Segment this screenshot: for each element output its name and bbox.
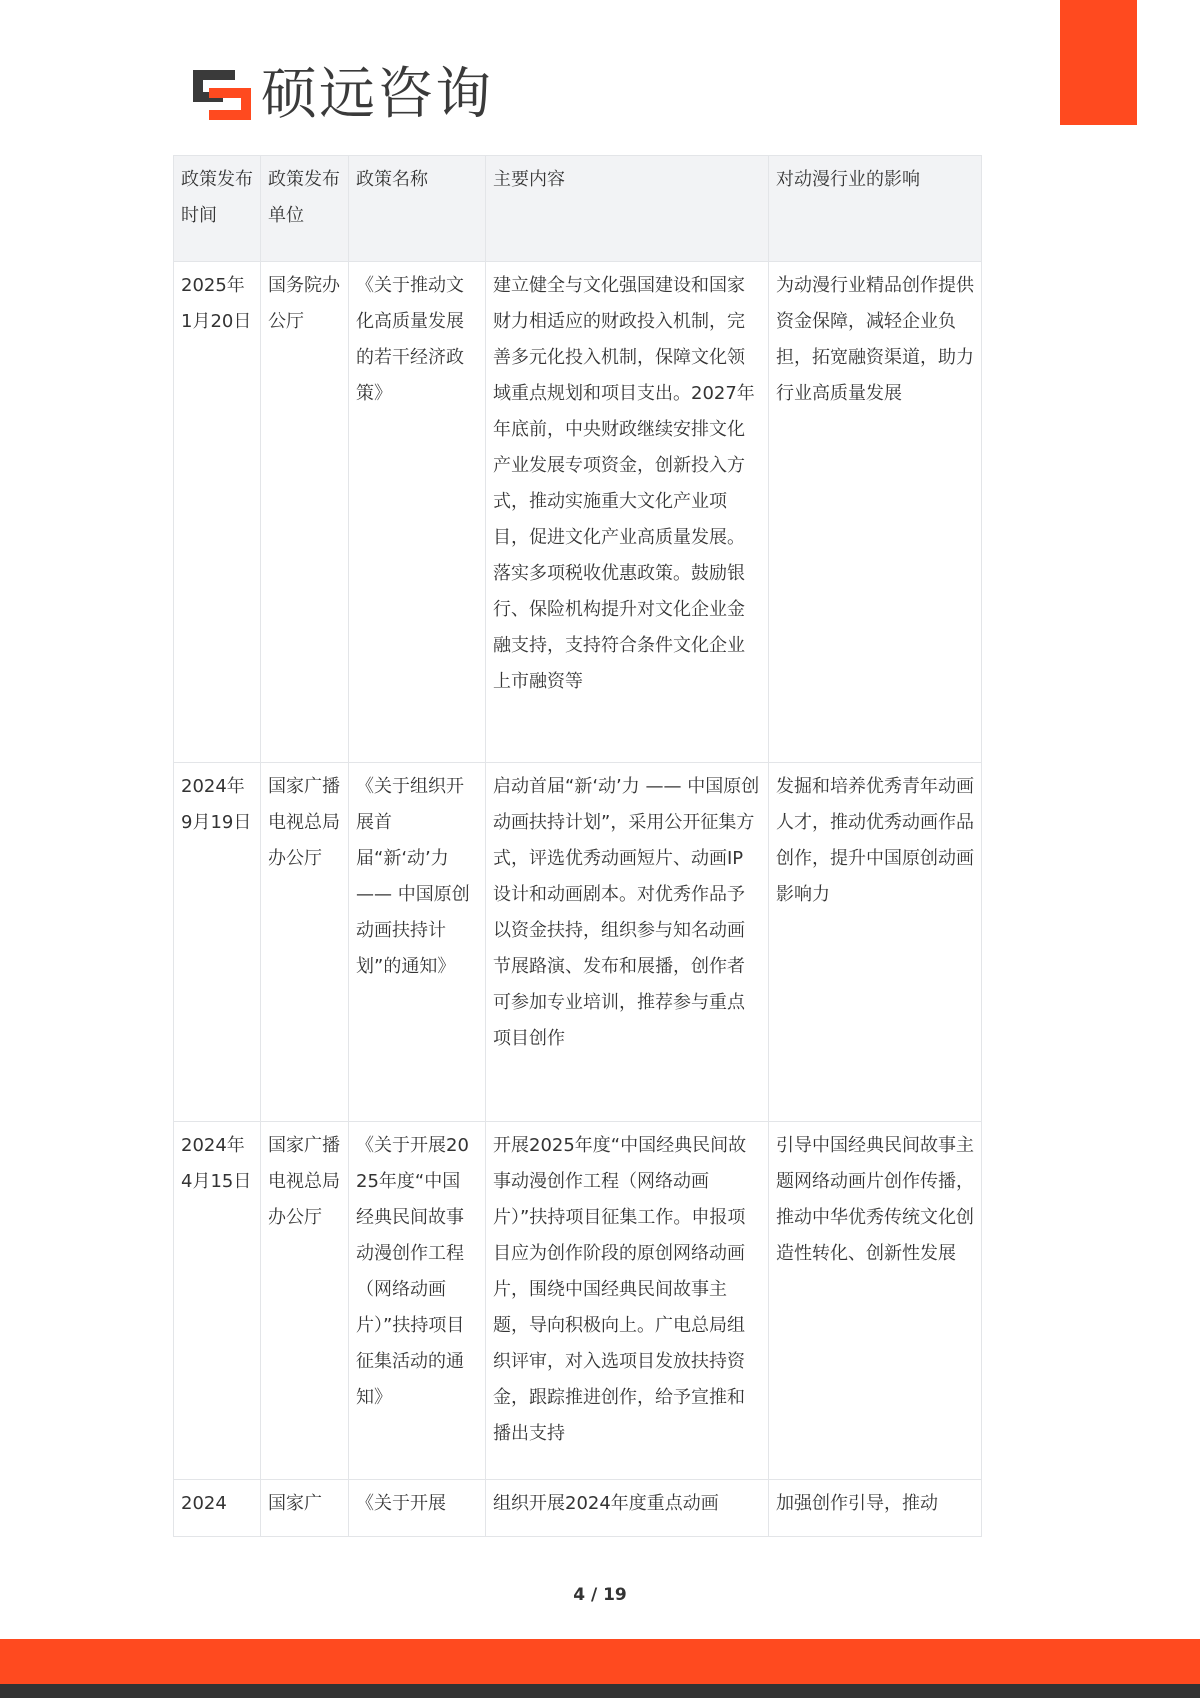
header-policy-name: 政策名称 bbox=[349, 156, 486, 262]
cell-policy-name: 《关于组织开展首届“新‘动’力 —— 中国原创动画扶持计划”的通知》 bbox=[349, 763, 486, 1122]
brand-logo bbox=[193, 62, 493, 128]
cell-issuer: 国家广播电视总局办公厅 bbox=[261, 1122, 349, 1480]
footer-dark-strip bbox=[0, 1684, 1200, 1698]
header-date: 政策发布时间 bbox=[174, 156, 261, 262]
cell-content: 启动首届“新‘动’力 —— 中国原创动画扶持计划”，采用公开征集方式，评选优秀动画短片、动画IP设计和动画剧本。对优秀作品予以资金扶持，组织参与知名动画节展路演、发布和展播，创作者可参加专业培训，推荐参与重点项目创作 bbox=[486, 763, 769, 1122]
cell-content: 开展2025年度“中国经典民间故事动漫创作工程（网络动画片）”扶持项目征集工作。申报项目应为创作阶段的原创网络动画片，围绕中国经典民间故事主题，导向积极向上。广电总局组织评审，对入选项目发放扶持资金，跟踪推进创作，给予宣推和播出支持 bbox=[486, 1122, 769, 1480]
table-row bbox=[174, 1480, 982, 1537]
cell-date: 2024年9月19日 bbox=[174, 763, 261, 1122]
table-header-row bbox=[174, 156, 982, 262]
cell-date: 2024 bbox=[174, 1480, 261, 1537]
cell-issuer: 国务院办公厅 bbox=[261, 262, 349, 763]
cell-content: 建立健全与文化强国建设和国家财力相适应的财政投入机制，完善多元化投入机制，保障文化领域重点规划和项目支出。2027年年底前，中央财政继续安排文化产业发展专项资金，创新投入方式，推动实施重大文化产业项目，促进文化产业高质量发展。落实多项税收优惠政策。鼓励银行、保险机构提升对文化企业金融支持，支持符合条件文化企业上市融资等 bbox=[486, 262, 769, 763]
cell-date: 2025年1月20日 bbox=[174, 262, 261, 763]
cell-impact: 为动漫行业精品创作提供资金保障，减轻企业负担，拓宽融资渠道，助力行业高质量发展 bbox=[769, 262, 982, 763]
cell-policy-name: 《关于开展2025年度“中国经典民间故事动漫创作工程（网络动画片）”扶持项目征集活动的通知》 bbox=[349, 1122, 486, 1480]
cell-issuer: 国家广播电视总局办公厅 bbox=[261, 763, 349, 1122]
corner-accent-block bbox=[1060, 0, 1137, 125]
table-row bbox=[174, 1122, 982, 1480]
cell-policy-name: 《关于开展 bbox=[349, 1480, 486, 1537]
cell-content: 组织开展2024年度重点动画 bbox=[486, 1480, 769, 1537]
cell-impact: 加强创作引导，推动 bbox=[769, 1480, 982, 1537]
cell-policy-name: 《关于推动文化高质量发展的若干经济政策》 bbox=[349, 262, 486, 763]
policy-table bbox=[173, 155, 982, 1537]
header-content: 主要内容 bbox=[486, 156, 769, 262]
header-issuer: 政策发布单位 bbox=[261, 156, 349, 262]
table-row bbox=[174, 262, 982, 763]
logo-mark-icon bbox=[193, 70, 251, 120]
cell-date: 2024年4月15日 bbox=[174, 1122, 261, 1480]
cell-impact: 发掘和培养优秀青年动画人才，推动优秀动画作品创作，提升中国原创动画影响力 bbox=[769, 763, 982, 1122]
brand-name: 硕远咨询 bbox=[261, 62, 493, 127]
footer-accent-band bbox=[0, 1639, 1200, 1684]
cell-issuer: 国家广 bbox=[261, 1480, 349, 1537]
table-row bbox=[174, 763, 982, 1122]
header-impact: 对动漫行业的影响 bbox=[769, 156, 982, 262]
page-number: 4 / 19 bbox=[573, 1585, 627, 1605]
cell-impact: 引导中国经典民间故事主题网络动画片创作传播，推动中华优秀传统文化创造性转化、创新性发展 bbox=[769, 1122, 982, 1480]
